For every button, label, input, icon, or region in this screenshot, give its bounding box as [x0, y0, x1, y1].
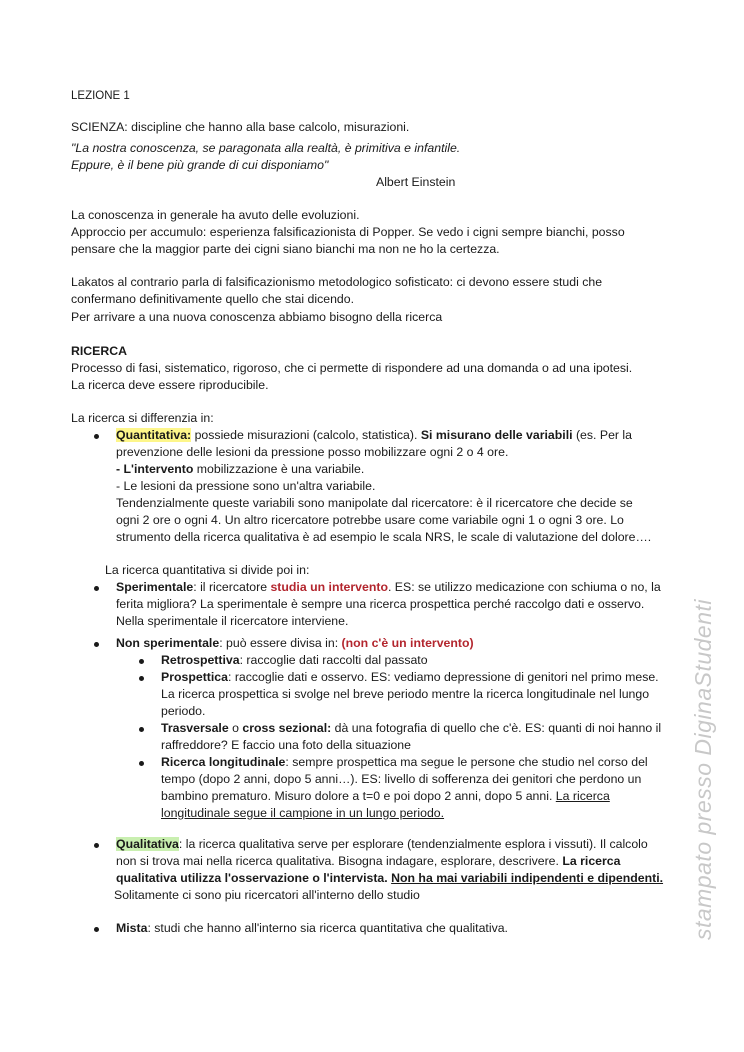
longitudinale-text-3: bambino prematuro. Misuro dolore a t=0 e poi dopo 2 anni, dopo 5 anni. [161, 789, 556, 803]
quantitativa-line-1 [116, 427, 632, 444]
quantitativa-label: Quantitativa: [116, 428, 192, 442]
ricerca-heading: RICERCA [71, 344, 128, 358]
qualitativa-text-3b: qualitativa utilizza l'osservazione o l'intervista. [116, 871, 392, 885]
qualitativa-text-2: non si trova mai nella ricerca qualitativa. Bisogna indagare, esplorare, descrivere. [116, 854, 563, 868]
bullet-trasversale [139, 727, 144, 732]
quantitativa-t1: possiede misurazioni (calcolo, statistica). [191, 428, 421, 442]
quantitativa-l3: mobilizzazione è una variabile. [193, 462, 365, 476]
quote-line-2: Eppure, è il bene più grande di cui disponiamo" [71, 158, 329, 172]
bullet-sperimentale [94, 586, 99, 591]
sperimentale-line-2: ferita migliora? La sperimentale è sempre una ricerca prospettica perché raccolgo dati e osservo. [116, 597, 645, 611]
bullet-non-sperimentale [94, 642, 99, 647]
quantitativa-line-7: strumento della ricerca qualitativa è ad esempio le scala NRS, le scale di valutazione del dolore…. [116, 530, 652, 544]
ricerca-line-1: Processo di fasi, sistematico, rigoroso, che ci permette di rispondere ad una domanda o ad una ipotesi. [71, 361, 633, 375]
prospettica-line-2: La ricerca prospettica si svolge nel breve periodo mentre la ricerca longitudinale nel lungo [161, 687, 650, 701]
ricerca-diff: La ricerca si differenzia in: [71, 411, 214, 425]
scienza-text: : discipline che hanno alla base calcolo, misurazioni. [124, 120, 410, 134]
quantitativa-line-3 [116, 461, 364, 478]
sperimentale-t1: : il ricercatore [193, 580, 271, 594]
lesson-title: LEZIONE 1 [71, 90, 130, 102]
non-sperimentale-line-1 [116, 635, 474, 652]
qualitativa-line-3 [116, 870, 663, 887]
intro-p1: La conoscenza in generale ha avuto delle evoluzioni. [71, 208, 360, 222]
retrospettiva-text: : raccoglie dati raccolti dal passato [239, 653, 428, 667]
ricerca-line-2: La ricerca deve essere riproducibile. [71, 378, 269, 392]
intro-p3b: confermano definitivamente quello che stai dicendo. [71, 292, 355, 306]
bullet-prospettica [139, 676, 144, 681]
intro-p2b: pensare che la maggior parte dei cigni siano bianchi ma non ne ho la certezza. [71, 242, 500, 256]
intro-p2a: Approccio per accumulo: esperienza falsificazionista di Popper. Se vedo i cigni sempre bianchi, posso [71, 225, 625, 239]
quantitativa-line-2: prevenzione delle lesioni da pressione posso mobilizzare ogni 2 o 4 ore. [116, 445, 509, 459]
non-sperimentale-t1: : può essere divisa in: [219, 636, 342, 650]
watermark: stampato presso DiginaStudenti [690, 598, 716, 940]
trasversale-label: Trasversale [161, 721, 229, 735]
trasversale-o: o [228, 721, 243, 735]
trasversale-line-2: raffreddore? E faccio una foto della situazione [161, 738, 411, 752]
non-sperimentale-label: Non sperimentale [116, 636, 220, 650]
quote-line-1: "La nostra conoscenza, se paragonata alla realtà, è primitiva e infantile. [71, 141, 461, 155]
divide-line: La ricerca quantitativa si divide poi in: [105, 563, 310, 577]
bullet-longitudinale [139, 761, 144, 766]
sperimentale-t1red: studia un intervento [270, 580, 388, 594]
intro-p3a: Lakatos al contrario parla di falsificazionismo metodologico sofisticato: ci devono essere studi che [71, 275, 603, 289]
cross-sezional-label: cross sezional: [242, 721, 332, 735]
qualitativa-line-2 [116, 853, 620, 870]
prospettica-label: Prospettica [161, 670, 228, 684]
intro-p4: Per arrivare a una nuova conoscenza abbiamo bisogno della ricerca [71, 310, 443, 324]
longitudinale-label: Ricerca longitudinale [161, 755, 286, 769]
longitudinale-line-1 [161, 754, 648, 771]
trasversale-line-1 [161, 720, 661, 737]
qualitativa-line-1 [116, 836, 648, 853]
sperimentale-line-3: Nella sperimentale il ricercatore interviene. [116, 614, 349, 628]
scienza-line [71, 119, 409, 136]
longitudinale-text-3u: La ricerca [555, 789, 610, 803]
quote-author: Albert Einstein [376, 175, 456, 189]
mista-text: : studi che hanno all'interno sia ricerca quantitativa che qualitativa. [147, 921, 508, 935]
qualitativa-text-1: : la ricerca qualitativa serve per esplorare (tendenzialmente esplora i vissuti). Il calcolo [178, 837, 648, 851]
quantitativa-l3b: - L'intervento [116, 462, 194, 476]
bullet-qualitativa [94, 843, 99, 848]
non-sperimentale-t1red: (non c'è un intervento) [341, 636, 474, 650]
prospettica-line-3: periodo. [161, 704, 206, 718]
qualitativa-label: Qualitativa [116, 837, 179, 851]
sperimentale-label: Sperimentale [116, 580, 194, 594]
longitudinale-line-3 [161, 788, 610, 805]
quantitativa-t1b: Si misurano delle variabili [420, 428, 573, 442]
mista-line [116, 920, 508, 937]
qualitativa-text-2b: La ricerca [562, 854, 621, 868]
longitudinale-line-4: longitudinale segue il campione in un lungo periodo. [161, 806, 445, 820]
quantitativa-line-5: Tendenzialmente queste variabili sono manipolate dal ricercatore: è il ricercatore che decide se [116, 496, 633, 510]
retrospettiva-label: Retrospettiva [161, 653, 240, 667]
longitudinale-line-2: tempo (dopo 2 anni, dopo 5 anni…). ES: livello di sofferenza dei genitori che perdono un [161, 772, 642, 786]
prospettica-line-1 [161, 669, 659, 686]
qualitativa-text-3bu: Non ha mai variabili indipendenti e dipendenti. [391, 871, 664, 885]
mista-label: Mista [116, 921, 148, 935]
sperimentale-t1c: . ES: se utilizzo medicazione con schiuma o no, la [387, 580, 661, 594]
longitudinale-text-1: : sempre prospettica ma segue le persone che studio nel corso del [285, 755, 648, 769]
prospettica-text-1: : raccoglie dati e osservo. ES: vediamo depressione di genitori nel primo mese. [227, 670, 659, 684]
bullet-quantitativa [94, 434, 99, 439]
scienza-label: SCIENZA [71, 120, 125, 134]
quantitativa-line-6: ogni 2 ore o ogni 4. Un altro ricercatore potrebbe usare come variabile ogni 1 o ogni 3 ore. Lo [116, 513, 624, 527]
bullet-retrospettiva [139, 659, 144, 664]
quantitativa-line-4: - Le lesioni da pressione sono un'altra variabile. [116, 479, 376, 493]
quantitativa-t1c: (es. Per la [572, 428, 632, 442]
bullet-mista [94, 927, 99, 932]
trasversale-text-1: dà una fotografia di quello che c'è. ES: quanti di noi hanno il [331, 721, 662, 735]
sperimentale-line-1 [116, 579, 661, 596]
qualitativa-line-4: Solitamente ci sono piu ricercatori all'interno dello studio [114, 888, 420, 902]
retrospettiva-line [161, 652, 428, 669]
